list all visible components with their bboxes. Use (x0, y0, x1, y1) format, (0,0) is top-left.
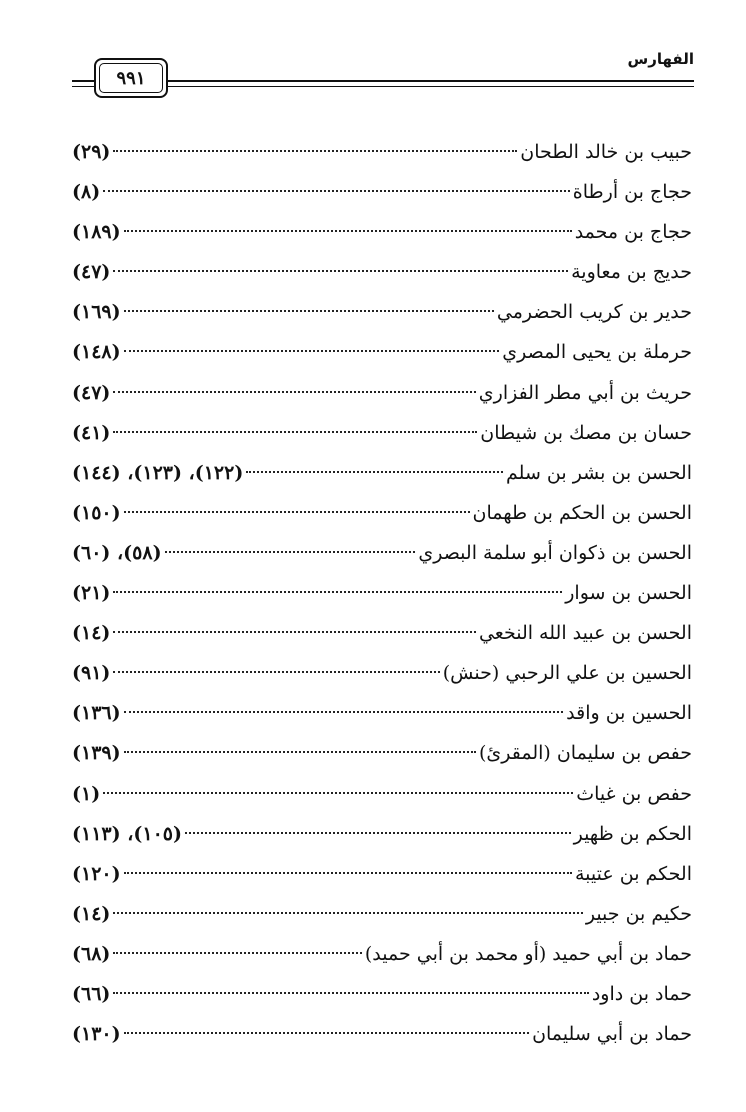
entry-name: حديج بن معاوية (571, 261, 692, 284)
dot-leader (185, 832, 571, 834)
dot-leader (124, 230, 572, 232)
entry-page-refs: (٤٧) (72, 261, 111, 284)
entry-name: حجاج بن أرطاة (572, 181, 692, 204)
entry-page-refs: (١٢٢)، (١٢٣)، (١٤٤) (72, 461, 244, 484)
dot-leader (246, 471, 503, 473)
page-header (72, 46, 694, 106)
index-entry (72, 172, 692, 212)
entry-page-refs: (١٤) (72, 622, 111, 645)
entry-page-refs: (٥٨)، (٦٠) (72, 541, 162, 564)
dot-leader (113, 591, 562, 593)
index-entry (72, 934, 692, 974)
index-entry (72, 292, 692, 332)
entry-name: حجاج بن محمد (574, 221, 692, 244)
dot-leader (113, 952, 361, 954)
page-number-frame (94, 58, 168, 98)
dot-leader (103, 190, 570, 192)
index-entry (72, 653, 692, 693)
entry-name: حماد بن أبي سليمان (532, 1023, 692, 1046)
entry-name: الحسين بن علي الرحبي (حنش) (442, 662, 692, 685)
index-entry (72, 533, 692, 573)
index-entry (72, 733, 692, 773)
entry-name: الحكم بن عتيبة (574, 862, 692, 885)
dot-leader (124, 310, 494, 312)
index-entry (72, 693, 692, 733)
entry-page-refs: (١٣٠) (72, 1023, 121, 1046)
index-entry (72, 413, 692, 453)
entry-name: الحكم بن ظهير (573, 822, 692, 845)
entry-page-refs: (٨) (72, 181, 101, 204)
entry-name: حدير بن كريب الحضرمي (496, 301, 692, 324)
dot-leader (113, 631, 476, 633)
entry-page-refs: (٦٦) (72, 982, 111, 1005)
entry-page-refs: (١٥٠) (72, 501, 121, 524)
entry-page-refs: (١٤) (72, 902, 111, 925)
entry-page-refs: (١٤٨) (72, 341, 121, 364)
index-entry (72, 854, 692, 894)
entry-name: الحسن بن ذكوان أبو سلمة البصري (418, 541, 692, 564)
page-number: ٩٩١ (116, 67, 146, 89)
index-entry (72, 774, 692, 814)
entry-name: الحسن بن عبيد الله النخعي (478, 622, 692, 645)
entry-name: الحسين بن واقد (566, 702, 692, 725)
index-entry (72, 493, 692, 533)
index-entry (72, 613, 692, 653)
dot-leader (113, 992, 588, 994)
dot-leader (113, 391, 475, 393)
dot-leader (113, 270, 568, 272)
index-entry (72, 453, 692, 493)
entry-name: حريث بن أبي مطر الفزاري (478, 381, 692, 404)
index-entry (72, 132, 692, 172)
entry-name: حفص بن غياث (576, 782, 692, 805)
entry-page-refs: (١٣٦) (72, 702, 121, 725)
dot-leader (113, 150, 517, 152)
index-entry (72, 894, 692, 934)
index-entry (72, 252, 692, 292)
index-entry (72, 332, 692, 372)
entry-name: حفص بن سليمان (المقرئ) (478, 742, 692, 765)
dot-leader (124, 751, 476, 753)
index-entry (72, 1014, 692, 1054)
entry-page-refs: (١٢٠) (72, 862, 121, 885)
entry-name: الحسن بن سوار (565, 582, 692, 605)
entry-name: حسان بن مصك بن شيطان (480, 421, 692, 444)
dot-leader (113, 671, 439, 673)
index-entry (72, 373, 692, 413)
entry-page-refs: (٢١) (72, 582, 111, 605)
entry-page-refs: (٢٩) (72, 141, 111, 163)
dot-leader (165, 551, 416, 553)
index-entry (72, 573, 692, 613)
dot-leader (103, 792, 573, 794)
dot-leader (113, 912, 582, 914)
index-entry (72, 974, 692, 1014)
entry-page-refs: (١٦٩) (72, 301, 121, 324)
section-title: الفهارس (627, 50, 694, 68)
entry-name: حبيب بن خالد الطحان (520, 141, 692, 163)
entry-name: حماد بن أبي حميد (أو محمد بن أبي حميد) (364, 942, 692, 965)
dot-leader (124, 350, 500, 352)
dot-leader (124, 511, 470, 513)
entry-name: حرملة بن يحيى المصري (502, 341, 692, 364)
entry-page-refs: (٩١) (72, 662, 111, 685)
entry-page-refs: (١٠٥)، (١١٣) (72, 822, 182, 845)
dot-leader (124, 711, 564, 713)
entry-page-refs: (٦٨) (72, 942, 111, 965)
entry-page-refs: (١) (72, 782, 101, 805)
entry-name: الحسن بن الحكم بن طهمان (472, 501, 692, 524)
entry-page-refs: (١٣٩) (72, 742, 121, 765)
entry-name: حماد بن داود (591, 982, 692, 1005)
entry-name: الحسن بن بشر بن سلم (506, 461, 692, 484)
index-entry (72, 814, 692, 854)
dot-leader (124, 1032, 529, 1034)
entry-page-refs: (١٨٩) (72, 221, 121, 244)
index-entry (72, 212, 692, 252)
dot-leader (124, 872, 572, 874)
dot-leader (113, 431, 477, 433)
entry-name: حكيم بن جبير (585, 902, 692, 925)
entry-page-refs: (٤١) (72, 421, 111, 444)
index-list (72, 132, 692, 1054)
entry-page-refs: (٤٧) (72, 381, 111, 404)
